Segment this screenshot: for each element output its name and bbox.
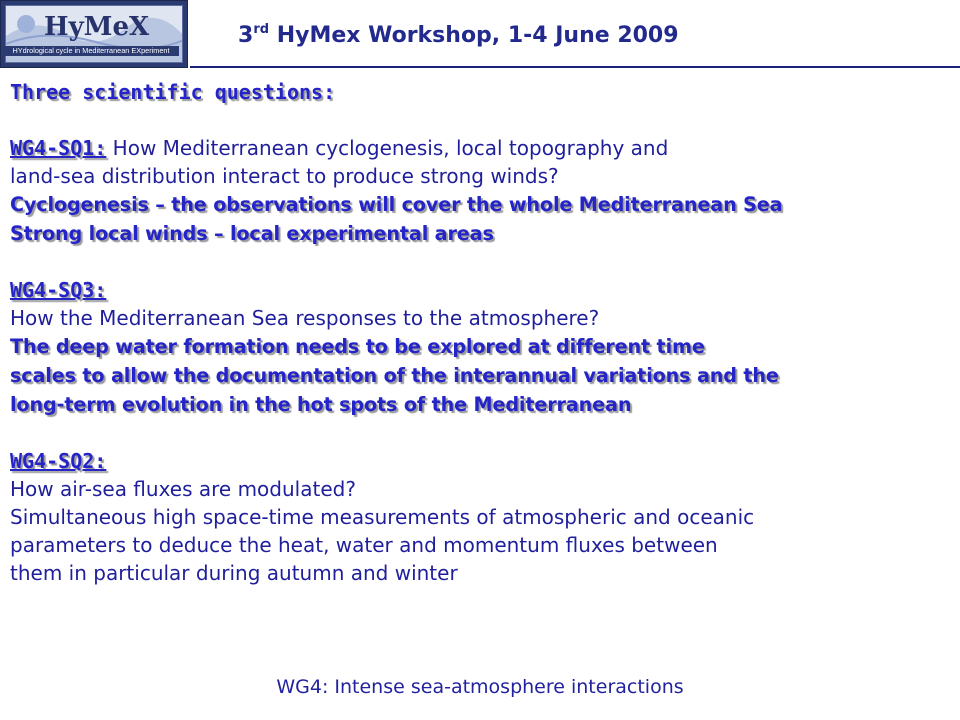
sq3-label: WG4-SQ3: xyxy=(10,278,107,302)
sq1-label: WG4-SQ1: xyxy=(10,136,107,160)
sq2-answer-line3: them in particular during autumn and winter xyxy=(10,561,458,585)
title-superscript: rd xyxy=(253,22,270,37)
spacer xyxy=(10,106,955,134)
sq2-question: How air-sea fluxes are modulated? xyxy=(10,477,356,501)
sq1-answer-line2: Strong local winds – local experimental areas xyxy=(10,222,494,245)
intro-heading: Three scientific questions: xyxy=(10,80,336,104)
sq3-answer-line3: long-term evolution in the hot spots of the Mediterranean xyxy=(10,393,632,416)
logo-wordmark: HyMeX xyxy=(44,12,150,42)
page-title xyxy=(238,22,679,48)
spacer xyxy=(10,419,955,447)
title-text: HyMex Workshop, 1-4 June 2009 xyxy=(269,23,679,48)
sq2-label: WG4-SQ2: xyxy=(10,449,107,473)
sq2-answer-line1: Simultaneous high space-time measurements of atmospheric and oceanic xyxy=(10,505,755,529)
title-prefix: 3 xyxy=(238,23,254,48)
header-divider xyxy=(190,66,960,68)
sq1-answer-line1: Cyclogenesis – the observations will cover the whole Mediterranean Sea xyxy=(10,193,783,216)
sq3-answer-line2: scales to allow the documentation of the interannual variations and the xyxy=(10,364,779,387)
sq3-answer-line1: The deep water formation needs to be explored at different time xyxy=(10,335,705,358)
slide-body xyxy=(10,78,955,587)
slide-footer: WG4: Intense sea-atmosphere interactions xyxy=(276,676,684,698)
logo-tagline: HYdrological cycle in Mediterranean EXperiment xyxy=(3,46,179,56)
sq1-question-line2: land-sea distribution interact to produce strong winds? xyxy=(10,164,559,188)
spacer xyxy=(10,248,955,276)
sq3-question: How the Mediterranean Sea responses to the atmosphere? xyxy=(10,306,600,330)
sq1-question-line1: How Mediterranean cyclogenesis, local topography and xyxy=(106,136,669,160)
hymex-logo xyxy=(0,0,188,68)
sq2-answer-line2: parameters to deduce the heat, water and momentum fluxes between xyxy=(10,533,718,557)
